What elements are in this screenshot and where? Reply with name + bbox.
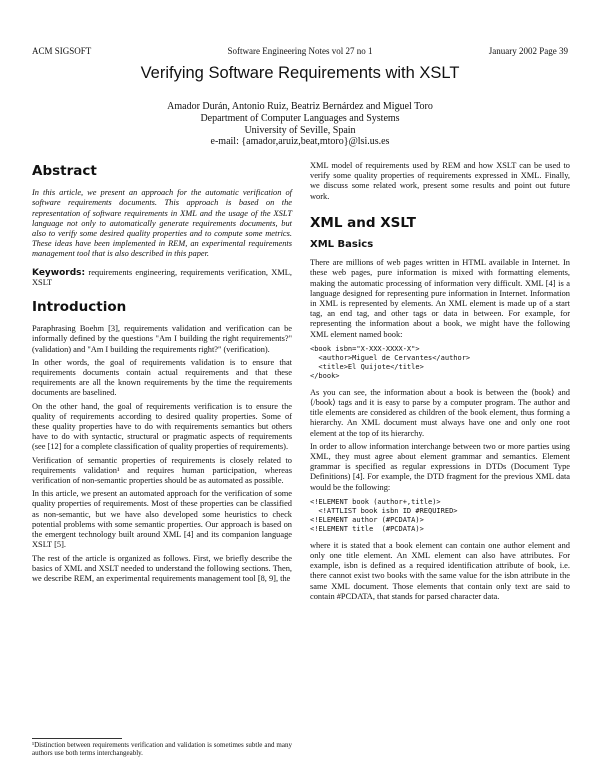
keywords-list: requirements engineering, requirements verification, XML, XSLT <box>32 267 292 287</box>
body-paragraph: As you can see, the information about a book is between the ⟨book⟩ and ⟨/book⟩ tags and it is easy to parse by a computer program. The author and title elements are considered as children of the book element, thus forming a hierarchy. An XML document must always have one and only one root element at the top of its hierarchy. <box>310 387 570 438</box>
abstract-text: In this article, we present an approach for the automatic verification of software requirements documents. This approach is based on the representation of software requirements in XML and the usage of the XSLT language not only to automatically generate requirements documents, but also to verify some desired quality properties and to compute some metrics. These ideas have been implemented in REM, an experimental requirements management tool that is also described in this paper. <box>32 188 292 259</box>
author-department: Department of Computer Languages and Systems <box>200 112 400 124</box>
header-left: ACM SIGSOFT <box>32 46 92 56</box>
intro-paragraph: In other words, the goal of requirements validation is to ensure that requirements documents contain actual requirements and that these requirements are all the known requirements by the time the requirements documents are baselined. <box>32 357 292 398</box>
section-heading-xml-xslt: XML and XSLT <box>310 214 416 231</box>
intro-paragraph: In this article, we present an automated approach for the verification of some quality properties of requirements. Most of these properties can be classified as non-semantic, but we have also developed some heuristics to check potential problems with some semantic properties. Our approach is based on the emergent technology built around XML [4] and its companion language XSLT [5]. <box>32 489 292 550</box>
header-center: Software Engineering Notes vol 27 no 1 <box>227 46 373 56</box>
body-paragraph: There are millions of web pages written in HTML available in Internet. In these web pages, pure information is mixed with formatting elements, making the automatic processing of information very difficult. XML [4] is a language designed for representing pure information in Internet. Information in XML is represented by elements. An XML element is made up of a start tag, an end tag, and other tags or data in between. For example, for representing the information about a book, we might have the following XML element named book: <box>310 258 570 339</box>
header-right: January 2002 Page 39 <box>488 46 568 56</box>
author-university: University of Seville, Spain <box>244 124 356 136</box>
subsection-heading-xml-basics: XML Basics <box>310 239 374 251</box>
author-names: Amador Durán, Antonio Ruiz, Beatriz Bernárdez and Miguel Toro <box>167 101 433 112</box>
footnote: ¹Distinction between requirements verification and validation is sometimes subtle and many authors use both terms interchangeably. <box>32 741 292 758</box>
running-header <box>32 46 568 58</box>
intro-paragraph: Paraphrasing Boehm [3], requirements validation and verification can be informally defined by the questions "Am I building the right requirements?" (validation) and "Am I building the requirements right?" (verification). <box>32 324 292 354</box>
intro-paragraph: Verification of semantic properties of requirements is closely related to requirements validation¹ and requires human participation, whereas verification of non-semantic properties should be as automated as possible. <box>32 455 292 486</box>
body-paragraph: In order to allow information interchange between two or more parties using XML, they must agree about element grammar and semantics. Element grammar is specified as regular expressions in DTDs (Document Type Definitions) [4]. For example, the DTD fragment for the previous XML data would be the following: <box>310 441 570 492</box>
left-column <box>32 160 292 587</box>
code-dtd: <!ELEMENT book (author+,title)> <!ATTLIST book isbn ID #REQUIRED> <!ELEMENT author (#PCDATA)> <!ELEMENT title (#PCDATA)> <box>310 497 458 533</box>
abstract-heading: Abstract <box>32 163 97 179</box>
keywords <box>32 268 292 288</box>
intro-paragraph: The rest of the article is organized as follows. First, we briefly describe the basics of XML and XSLT needed to understand the following sections. Then, we describe REM, an experimental requirements management tool [8, 9], the <box>32 553 292 583</box>
paper-title: Verifying Software Requirements with XSLT <box>140 64 460 82</box>
body-paragraph: where it is stated that a book element can contain one author element and only one title element. An XML element can also have attributes. For example, isbn is defined as a required identification attribute of book, i.e. there cannot exist two books with the same value for the isbn attribute in the same XML document. Those elements that contain only text are said to contain #PCDATA, that stands for parsed character data. <box>310 540 570 601</box>
introduction-heading: Introduction <box>32 299 127 316</box>
footnote-rule <box>32 738 122 739</box>
intro-continued-paragraph: XML model of requirements used by REM and how XSLT can be used to verify some quality properties of requirements expressed in XML. Finally, we discuss some related work, present some results and point out future work. <box>310 161 570 201</box>
intro-paragraph: On the other hand, the goal of requirements verification is to ensure the quality of requirements according to desired quality properties. Some of these quality properties have to do with requirements semantics but others have to do with syntactic, structural or pragmatic aspects of requirements (see [12] for a complete classification of quality properties of requirements). <box>32 401 292 452</box>
author-email: e-mail: {amador,aruiz,beat,mtoro}@lsi.us.es <box>210 136 390 148</box>
code-book-xml: <book isbn="X-XXX-XXXX-X"> <author>Miguel de Cervantes</author> <title>El Quijote</title> </book> <box>310 344 471 380</box>
right-column <box>310 161 570 605</box>
author-block <box>0 101 600 148</box>
keywords-label: Keywords: <box>32 267 86 278</box>
